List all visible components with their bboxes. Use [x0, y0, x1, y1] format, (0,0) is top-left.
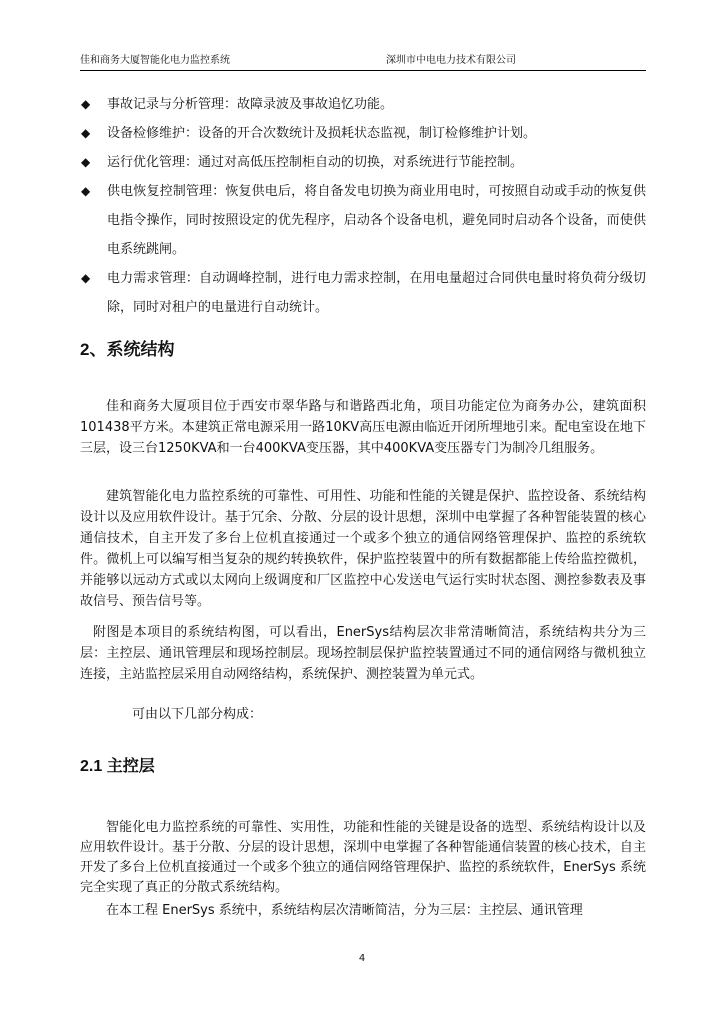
- diamond-bullet-icon: ◆: [81, 184, 91, 198]
- bullet-text: 事故记录与分析管理：故障录波及事故追忆功能。: [107, 97, 394, 112]
- header-document-title: 佳和商务大厦智能化电力监控系统: [80, 55, 230, 66]
- section-heading: 2、系统结构: [80, 340, 175, 359]
- bullet-text: 供电恢复控制管理：恢复供电后，将自备发电切换为商业用电时，可按照自动或手动的恢复供电指令操作，同时按照设定的优先程序，启动各个设备电机，避免同时启动各个设备，而使供电系统跳闸。: [107, 184, 646, 257]
- feature-bullet-list: [80, 90, 646, 322]
- page-number: 4: [358, 953, 366, 964]
- body-paragraph: 在本工程 EnerSys 系统中，系统结构层次清晰简洁，分为三层：主控层、通讯管理: [106, 903, 583, 918]
- body-paragraph: 附图是本项目的系统结构图，可以看出，EnerSys结构层次非常清晰简洁，系统结构共分为三层：主控层、通讯管理层和现场控制层。现场控制层保护监控装置通过不同的通信网络与微机独立连接，主站监控层采用自动网络结构，系统保护、测控装置为单元式。: [80, 625, 646, 682]
- list-item: [80, 119, 646, 148]
- body-paragraph: 可由以下几部分构成：: [132, 707, 263, 722]
- body-paragraph: 智能化电力监控系统的可靠性、实用性，功能和性能的关键是设备的选型、系统结构设计以及应用软件设计。基于分散、分层的设计思想，深圳中电掌握了各种智能通信装置的核心技术，自主开发了多台上位机直接通过一个或多个独立的通信网络管理保护、监控的系统软件，EnerSys 系统完全实现了真正的分散式系统结构。: [80, 820, 646, 895]
- list-item: [80, 264, 646, 322]
- diamond-bullet-icon: ◆: [81, 126, 91, 140]
- diamond-bullet-icon: ◆: [81, 97, 91, 111]
- header-company-name: 深圳市中电电力技术有限公司: [386, 55, 516, 66]
- bullet-text: 设备检修维护：设备的开合次数统计及损耗状态监视，制订检修维护计划。: [107, 126, 537, 141]
- body-paragraph: 佳和商务大厦项目位于西安市翠华路与和谐路西北角，项目功能定位为商务办公，建筑面积101438平方米。本建筑正常电源采用一路10KV高压电源由临近开闭所埋地引来。配电室设在地下三层，设三台1250KVA和一台400KVA变压器，其中400KVA变压器专门为制冷几组服务。: [80, 399, 646, 456]
- body-paragraph: 建筑智能化电力监控系统的可靠性、可用性、功能和性能的关键是保护、监控设备、系统结构设计以及应用软件设计。基于冗余、分散、分层的设计思想，深圳中电掌握了各种智能装置的核心通信技术，自主开发了多台上位机直接通过一个或多个独立的通信网络管理保护、监控的系统软件。微机上可以编写相当复杂的规约转换软件，保护监控装置中的所有数据都能上传给监控微机，并能够以远动方式或以太网向上级调度和厂区监控中心发送电气运行实时状态图、测控参数表及事故信号、预告信号等。: [80, 489, 646, 609]
- page-header: [80, 54, 646, 71]
- bullet-text: 运行优化管理：通过对高低压控制柜自动的切换，对系统进行节能控制。: [107, 155, 524, 170]
- subsection-heading: 2.1 主控层: [80, 758, 155, 775]
- list-item: [80, 90, 646, 119]
- bullet-text: 电力需求管理：自动调峰控制，进行电力需求控制，在用电量超过合同供电量时将负荷分级切除，同时对租户的电量进行自动统计。: [107, 271, 646, 315]
- diamond-bullet-icon: ◆: [81, 155, 91, 169]
- list-item: [80, 177, 646, 264]
- diamond-bullet-icon: ◆: [81, 271, 91, 285]
- list-item: [80, 148, 646, 177]
